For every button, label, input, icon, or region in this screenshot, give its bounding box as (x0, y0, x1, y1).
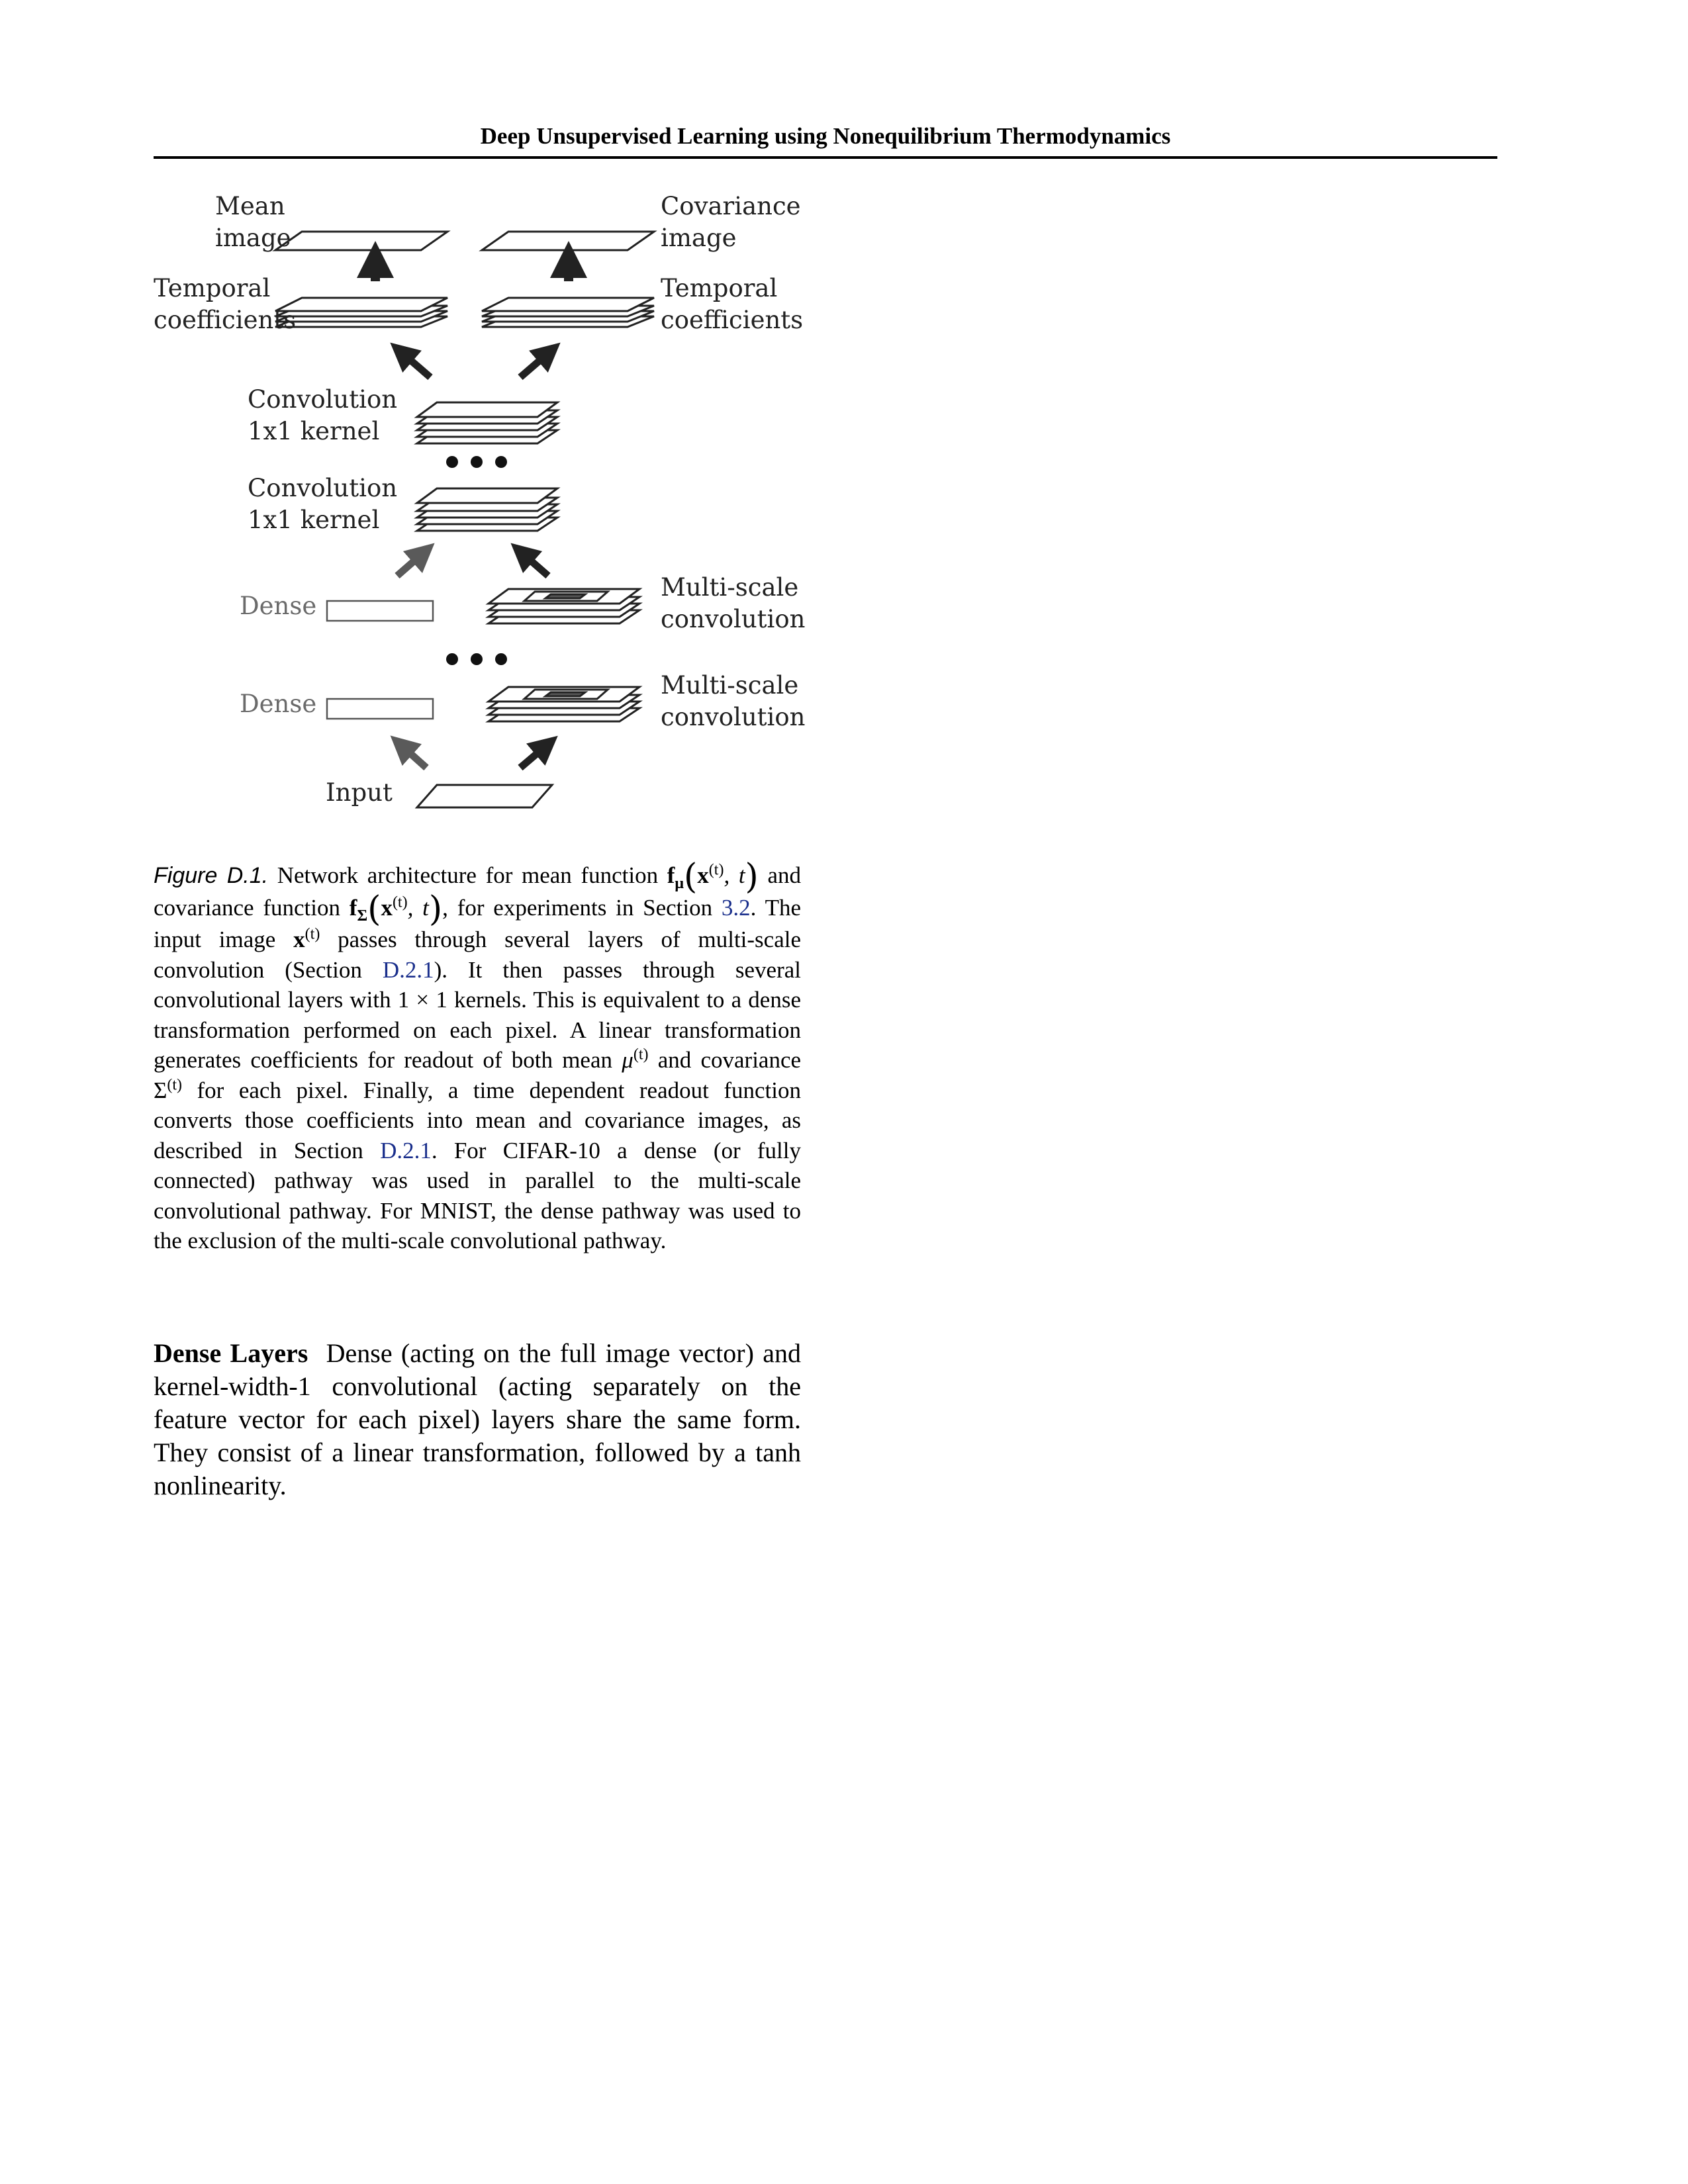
section-ref-3-2[interactable]: 3.2 (721, 894, 751, 921)
section-ref-d21-b[interactable]: D.2.1 (380, 1137, 432, 1163)
arrow-to-temporal-left (401, 352, 430, 377)
caption-sigma: Σ (154, 1077, 167, 1103)
caption-text-6: ). It then passes through several convolutional layers with 1 × 1 kernels. This is equivalent to a dense transformation performed on each pixel. A linear transformation generates coefficients for readout of both mean (154, 956, 801, 1073)
dense-top-label: Dense (240, 592, 317, 620)
caption-text-4: . The input image (154, 894, 801, 952)
temporal-coefficients-left-stack (275, 298, 447, 327)
dense-layers-paragraph (154, 1337, 801, 1502)
caption-f-mu (667, 862, 684, 892)
caption-f2: f (349, 894, 357, 921)
multiscale-bottom-line2: convolution (661, 703, 806, 731)
multiscale-top-line1: Multi-scale (661, 573, 799, 602)
caption-text-2: and covariance function (154, 862, 802, 921)
covariance-image-plane (482, 232, 654, 250)
multiscale-top-label (661, 572, 805, 635)
caption-x2: x (381, 894, 393, 921)
arrow-to-temporal-right (520, 352, 549, 377)
conv-top-line2: 1x1 kernel (248, 417, 380, 445)
convolution-bottom-label (248, 473, 397, 536)
caption-sigma-sub: Σ (357, 907, 368, 925)
running-title: Deep Unsupervised Learning using Nonequilibrium Thermodynamics (480, 123, 1171, 149)
caption-text-9: . For CIFAR-10 a dense (or fully connected) pathway was used in parallel to the multi-scale convolutional pathway. For MNIST, the dense pathway was used to the exclusion of the multi-scale convolutional pathway. (154, 1137, 801, 1253)
caption-f-sigma (349, 894, 368, 925)
temporal-coefficients-right-stack (482, 298, 654, 327)
caption-t-sup4: (t) (633, 1046, 649, 1064)
dense-top-box (327, 601, 433, 621)
caption-text-3: , for experiments in Section (442, 894, 713, 921)
multiscale-bottom-stack (489, 687, 639, 721)
caption-f: f (667, 862, 675, 888)
caption-x1: x (697, 862, 709, 888)
caption-mu: μ (622, 1047, 633, 1073)
temporal-coefficients-left-label (154, 273, 296, 336)
figure-caption: Figure D.1. Network architecture for mean function $f_\mu(x^{(t)}$, t) and covariance function $f_\Sigma(x^{(t)}$, t), for experiments in Section 3.2. The input image $x^{(t)}$ passes through several layers of multi-scale convolution (Section D.2.1). It then passes through several convolutional layers with 1 × 1 kernels. This is equivalent to a dense transformation performed on each pixel. A linear transformation generates coefficients for readout of both mean $\mu^{(t)}$ and covariance $\Sigma^{(t)}$ for each pixel. Finally, a time dependent readout function converts those coefficients into mean and covariance images, as described in Section D.2.1. For CIFAR-10 a dense (or fully connected) pathway was used in parallel to the multi-scale convolutional pathway. For MNIST, the dense pathway was used to the exclusion of the multi-scale convolutional pathway. (154, 857, 802, 1253)
arrow-dense-to-conv (397, 553, 424, 576)
caption-t-sup1: (t) (708, 861, 724, 879)
caption-figure-tag: Figure D.1. (154, 863, 269, 888)
caption-t-arg2: , t (407, 894, 429, 921)
arrow-multiscale-to-conv (522, 553, 548, 576)
multiscale-top-stack (489, 589, 639, 623)
mean-image-label-line2: image (215, 224, 291, 252)
ellipsis-dots-bottom (446, 653, 507, 665)
ellipsis-dots-top (446, 456, 507, 468)
mean-image-label (215, 191, 291, 254)
convolution-top-label (248, 384, 397, 447)
multiscale-top-line2: convolution (661, 605, 806, 633)
covariance-image-label-line2: image (661, 224, 737, 252)
input-plane (417, 785, 552, 807)
covariance-image-label-line1: Covariance (661, 192, 801, 220)
dense-bottom-box (327, 699, 433, 719)
caption-x3: x (293, 927, 305, 952)
mean-image-label-line1: Mean (215, 192, 285, 220)
arrow-input-to-multiscale (520, 745, 547, 768)
conv-top-line1: Convolution (248, 385, 398, 414)
temporal-coefficients-right-label (661, 273, 803, 336)
caption-t-sup3: (t) (305, 925, 320, 943)
architecture-figure (146, 179, 808, 834)
caption-text-8: for each pixel. Finally, a time dependent readout function converts those coefficients into mean and covariance images, as described in Section (154, 1077, 801, 1163)
multiscale-bottom-line1: Multi-scale (661, 671, 799, 700)
convolution-top-stack (417, 402, 557, 443)
covariance-image-label (661, 191, 801, 254)
temporal-left-line2: coefficients (154, 306, 297, 334)
caption-mu-sub: μ (675, 875, 684, 892)
caption-text-1: Network architecture for mean function (277, 862, 659, 888)
dense-bottom-label: Dense (240, 690, 317, 718)
section-ref-d21-a[interactable]: D.2.1 (382, 956, 434, 983)
caption-text-7: and covariance (657, 1047, 802, 1073)
input-label: Input (326, 778, 393, 807)
multiscale-bottom-label (661, 670, 805, 733)
dense-layers-heading: Dense Layers (154, 1338, 308, 1368)
caption-text-5: passes through several layers of multi-scale convolution (Section (154, 927, 802, 983)
dense-layers-text: Dense (acting on the full image vector) and kernel-width-1 convolutional (acting separately on the feature vector for each pixel) layers share the same form. They consist of a linear transformation, followed by a tanh nonlinearity. (154, 1338, 802, 1500)
conv-bottom-line1: Convolution (248, 474, 398, 502)
caption-t-arg1: , t (724, 862, 745, 888)
arrow-input-to-dense (401, 745, 426, 768)
caption-t-sup5: (t) (167, 1075, 183, 1093)
caption-t-sup2: (t) (392, 893, 408, 911)
mean-image-plane (275, 232, 447, 250)
header-rule (154, 156, 1497, 159)
convolution-bottom-stack (417, 488, 557, 531)
temporal-right-line1: Temporal (661, 274, 778, 302)
temporal-left-line1: Temporal (154, 274, 271, 302)
conv-bottom-line2: 1x1 kernel (248, 506, 380, 534)
temporal-right-line2: coefficients (661, 306, 804, 334)
